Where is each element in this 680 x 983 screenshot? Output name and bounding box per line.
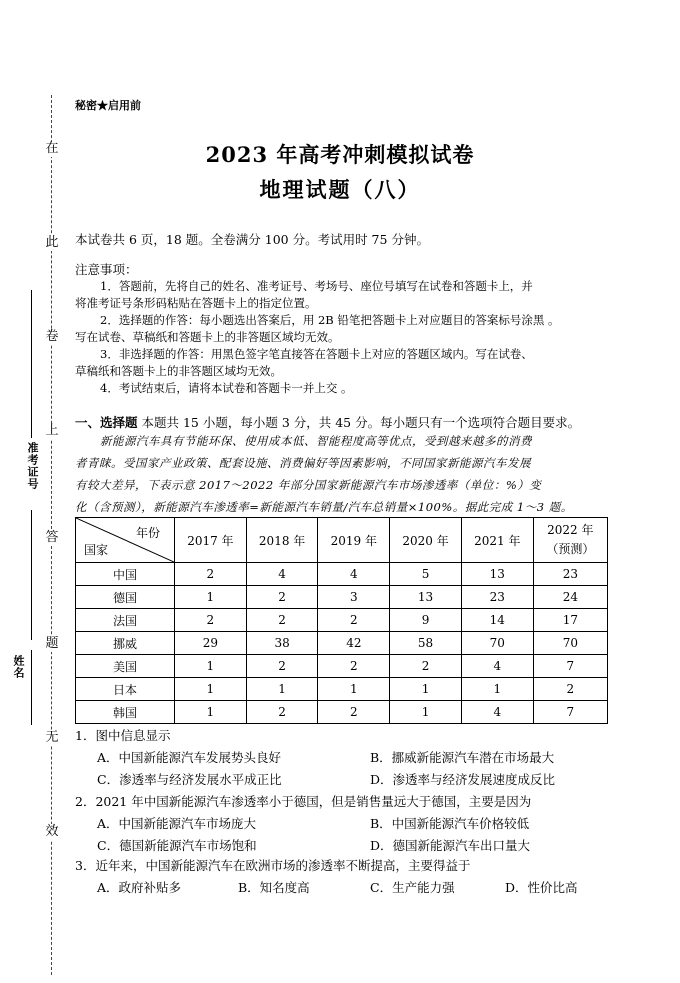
question-stem: 2．2021 年中国新能源汽车渗透率小于德国，但是销售量远大于德国，主要是因为 bbox=[75, 794, 532, 809]
country-cell: 法国 bbox=[76, 609, 175, 632]
notice-line: 1．答题前，先将自己的姓名、准考证号、考场号、座位号填写在试卷和答题卡上，并 bbox=[100, 279, 533, 293]
value-cell: 23 bbox=[461, 586, 533, 609]
value-cell: 38 bbox=[246, 632, 318, 655]
value-cell: 2 bbox=[318, 655, 390, 678]
corner-year-label: 年份 bbox=[135, 526, 160, 540]
year-header: 2018 年 bbox=[246, 518, 318, 563]
value-cell: 4 bbox=[246, 563, 318, 586]
seal-char: 无 bbox=[45, 730, 59, 745]
section-heading bbox=[75, 413, 580, 431]
value-cell: 1 bbox=[461, 678, 533, 701]
value-cell: 2 bbox=[246, 701, 318, 724]
year-header: 2017 年 bbox=[175, 518, 247, 563]
value-cell: 4 bbox=[461, 701, 533, 724]
value-cell: 17 bbox=[533, 609, 607, 632]
country-cell: 中国 bbox=[76, 563, 175, 586]
country-cell: 德国 bbox=[76, 586, 175, 609]
value-cell: 1 bbox=[175, 678, 247, 701]
year-header: 2019 年 bbox=[318, 518, 390, 563]
value-cell: 70 bbox=[461, 632, 533, 655]
passage-line: 新能源汽车具有节能环保、使用成本低、智能程度高等优点，受到越来越多的消费 bbox=[100, 434, 532, 448]
question-option: A．中国新能源汽车发展势头良好 bbox=[97, 750, 282, 765]
value-cell: 7 bbox=[533, 701, 607, 724]
question-option: C．生产能力强 bbox=[370, 880, 455, 895]
value-cell: 2 bbox=[246, 609, 318, 632]
value-cell: 2 bbox=[318, 609, 390, 632]
question-option: D．渗透率与经济发展速度成反比 bbox=[370, 772, 556, 787]
question-option: C．德国新能源汽车市场饱和 bbox=[97, 838, 257, 853]
notice-line: 写在试卷、草稿纸和答题卡上的非答题区域均无效。 bbox=[75, 330, 340, 344]
question-option: A．政府补贴多 bbox=[97, 880, 182, 895]
passage-line: 化（含预测），新能源汽车渗透率=新能源汽车销量/汽车总销量×100%。据此完成 1～3 题。 bbox=[75, 500, 573, 514]
penetration-table bbox=[75, 517, 608, 724]
value-cell: 1 bbox=[318, 678, 390, 701]
seal-char: 上 bbox=[45, 423, 59, 438]
value-cell: 2 bbox=[246, 655, 318, 678]
name-label: 姓名 bbox=[12, 655, 25, 679]
question-stem: 3．近年来，中国新能源汽车在欧洲市场的渗透率不断提高，主要得益于 bbox=[75, 858, 471, 873]
passage-line: 者青睐。受国家产业政策、配套设施、消费偏好等因素影响，不同国家新能源汽车发展 bbox=[75, 456, 531, 470]
notice-line: 3．非选择题的作答：用黑色签字笔直接答在答题卡上对应的答题区域内。写在试卷、 bbox=[100, 347, 533, 361]
value-cell: 13 bbox=[390, 586, 462, 609]
exam-title: 2023 年高考冲刺模拟试卷 bbox=[205, 142, 475, 167]
value-cell: 7 bbox=[533, 655, 607, 678]
value-cell: 4 bbox=[318, 563, 390, 586]
seal-char: 效 bbox=[45, 824, 59, 839]
value-cell: 23 bbox=[533, 563, 607, 586]
country-cell: 挪威 bbox=[76, 632, 175, 655]
seal-char: 卷 bbox=[45, 329, 59, 344]
value-cell: 2 bbox=[175, 563, 247, 586]
corner-country-label: 国家 bbox=[84, 543, 109, 557]
value-cell: 9 bbox=[390, 609, 462, 632]
name-blank-line bbox=[31, 650, 32, 725]
value-cell: 2 bbox=[390, 655, 462, 678]
table-corner-cell bbox=[76, 518, 175, 563]
section-desc: 本题共 15 小题，每小题 3 分，共 45 分。每小题只有一个选项符合题目要求。 bbox=[141, 415, 581, 430]
value-cell: 1 bbox=[175, 655, 247, 678]
question-option: B．知名度高 bbox=[238, 880, 310, 895]
value-cell: 3 bbox=[318, 586, 390, 609]
table-row bbox=[76, 701, 608, 724]
year-header: 2021 年 bbox=[461, 518, 533, 563]
value-cell: 2 bbox=[246, 586, 318, 609]
notice-heading: 注意事项： bbox=[75, 262, 138, 277]
seal-char: 题 bbox=[45, 636, 59, 651]
value-cell: 1 bbox=[390, 678, 462, 701]
question-option: D．德国新能源汽车出口量大 bbox=[370, 838, 531, 853]
notice-line: 2．选择题的作答：每小题选出答案后，用 2B 铅笔把答题卡上对应题目的答案标号涂黑 。 bbox=[100, 313, 560, 327]
seal-char: 此 bbox=[45, 235, 59, 250]
confidential-mark: 秘密★启用前 bbox=[75, 99, 141, 112]
value-cell: 1 bbox=[175, 586, 247, 609]
exam-subtitle: 地理试题（八） bbox=[259, 177, 421, 202]
value-cell: 29 bbox=[175, 632, 247, 655]
year-header: 2022 年 （预测） bbox=[533, 518, 607, 563]
exam-id-label: 准考证号 bbox=[26, 442, 39, 490]
value-cell: 5 bbox=[390, 563, 462, 586]
notice-line: 将准考证号条形码粘贴在答题卡上的指定位置。 bbox=[75, 296, 317, 310]
exam-id-blank-line-lower bbox=[31, 510, 32, 640]
question-option: B．中国新能源汽车价格较低 bbox=[370, 816, 530, 831]
value-cell: 42 bbox=[318, 632, 390, 655]
exam-id-blank-line bbox=[31, 290, 32, 438]
value-cell: 58 bbox=[390, 632, 462, 655]
value-cell: 2 bbox=[533, 678, 607, 701]
question-stem: 1．图中信息显示 bbox=[75, 728, 171, 743]
table-row bbox=[76, 678, 608, 701]
value-cell: 1 bbox=[390, 701, 462, 724]
table-header-row bbox=[76, 518, 608, 563]
value-cell: 1 bbox=[246, 678, 318, 701]
value-cell: 2 bbox=[175, 609, 247, 632]
intro-text: 本试卷共 6 页，18 题。全卷满分 100 分。考试用时 75 分钟。 bbox=[75, 232, 429, 247]
value-cell: 4 bbox=[461, 655, 533, 678]
country-cell: 日本 bbox=[76, 678, 175, 701]
value-cell: 13 bbox=[461, 563, 533, 586]
value-cell: 70 bbox=[533, 632, 607, 655]
table-row bbox=[76, 632, 608, 655]
seal-char: 答 bbox=[45, 530, 59, 545]
notice-line: 草稿纸和答题卡上的非答题区域均无效。 bbox=[75, 364, 282, 378]
table-row bbox=[76, 563, 608, 586]
question-option: A．中国新能源汽车市场庞大 bbox=[97, 816, 257, 831]
country-cell: 美国 bbox=[76, 655, 175, 678]
seal-char: 在 bbox=[45, 141, 59, 156]
question-option: D．性价比高 bbox=[505, 880, 578, 895]
notice-line: 4．考试结束后，请将本试卷和答题卡一并上交 。 bbox=[100, 381, 353, 395]
value-cell: 1 bbox=[175, 701, 247, 724]
year-header: 2020 年 bbox=[390, 518, 462, 563]
table-row bbox=[76, 586, 608, 609]
table-row bbox=[76, 655, 608, 678]
table-row bbox=[76, 609, 608, 632]
country-cell: 韩国 bbox=[76, 701, 175, 724]
passage-line: 有较大差异，下表示意 2017～2022 年部分国家新能源汽车市场渗透率（单位：%）变 bbox=[75, 478, 542, 492]
question-option: B．挪威新能源汽车潜在市场最大 bbox=[370, 750, 555, 765]
value-cell: 2 bbox=[318, 701, 390, 724]
value-cell: 14 bbox=[461, 609, 533, 632]
question-option: C．渗透率与经济发展水平成正比 bbox=[97, 772, 282, 787]
section-label: 一、选择题 bbox=[75, 415, 138, 430]
value-cell: 24 bbox=[533, 586, 607, 609]
